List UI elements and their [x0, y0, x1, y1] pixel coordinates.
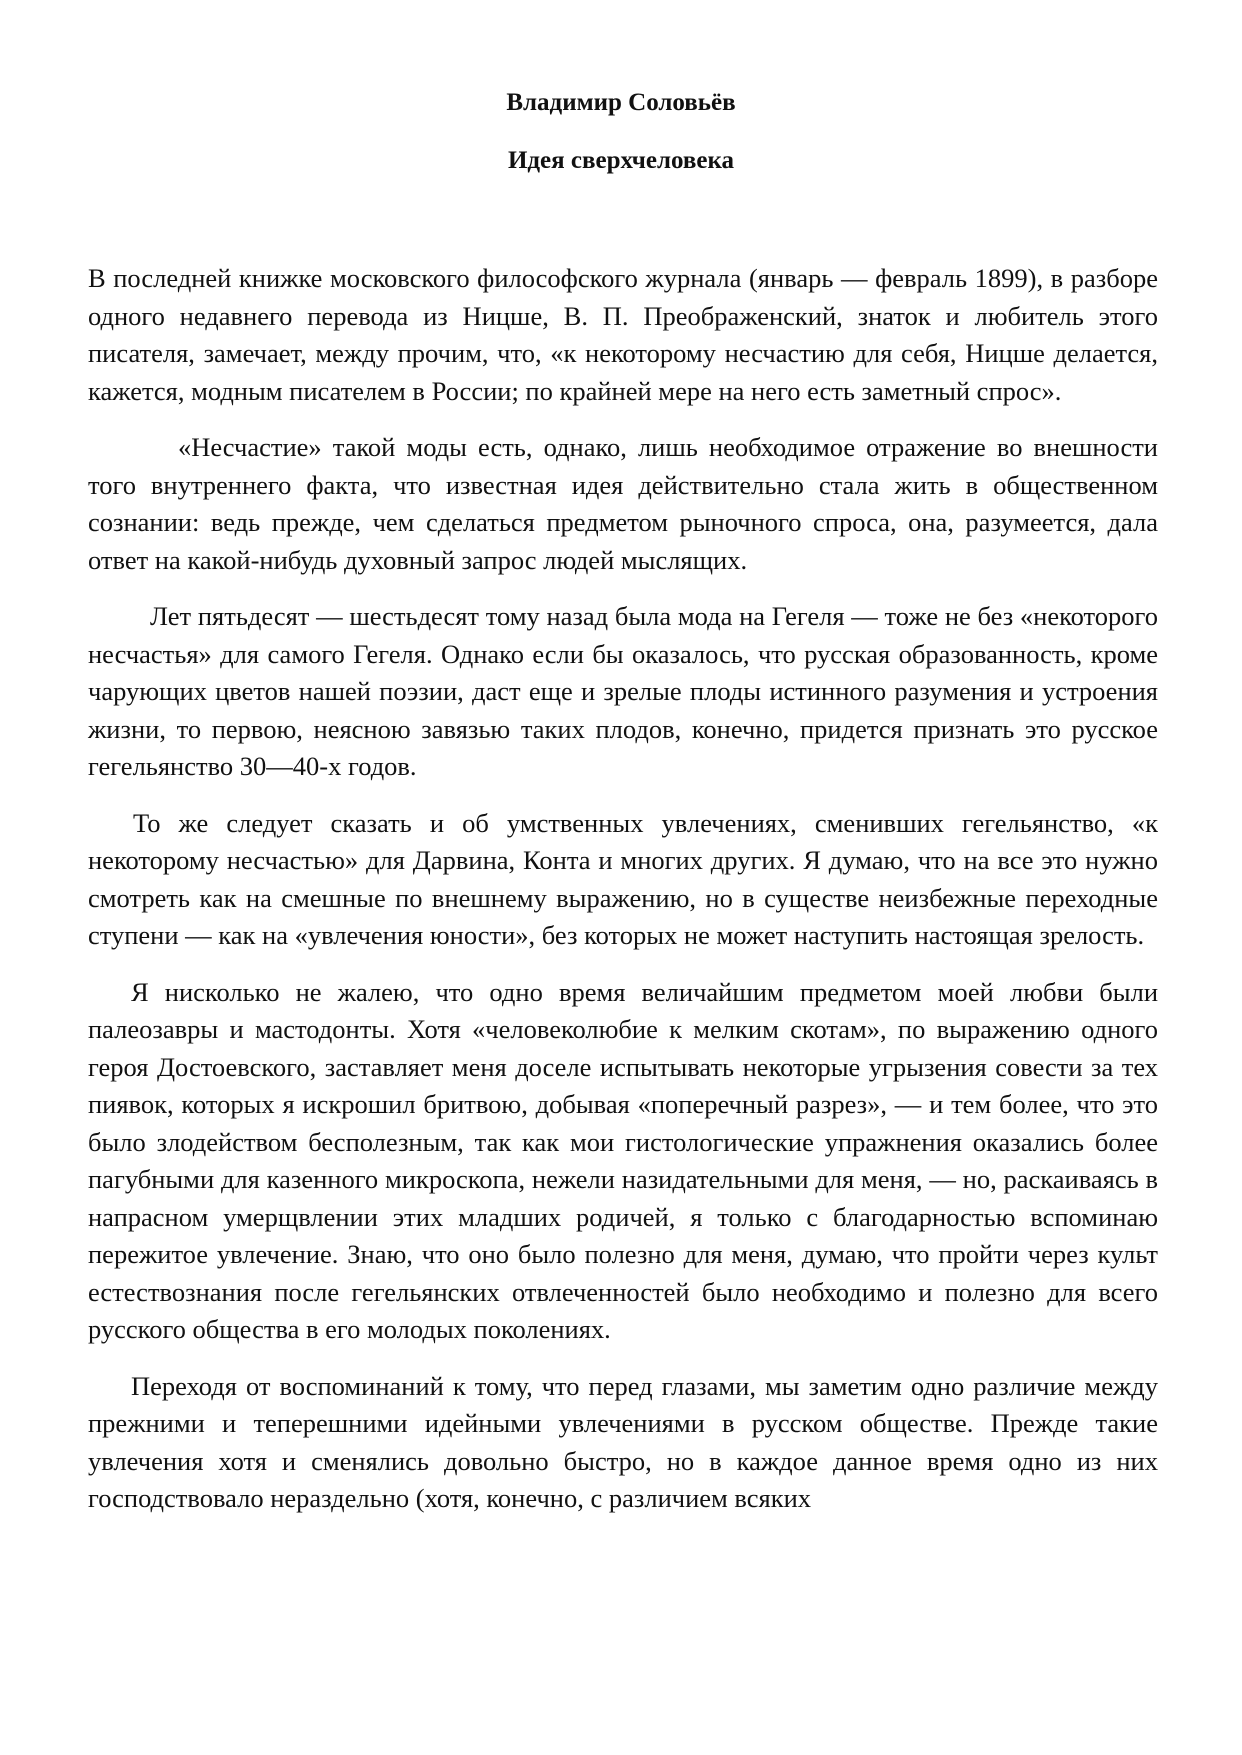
paragraph-1: В последней книжке московского философского журнала (январь — февраль 1899), в разборе одного недавнего перевода из Ницше, В. П. Преображенский, знаток и любитель этого писателя, замечает, между прочим, что, «к некоторому несчастию для себя, Ницше делается, кажется, модным писателем в России; по крайней мере на него есть заметный спрос». [88, 263, 1158, 406]
paragraph-5: Я нисколько не жалею, что одно время величайшим предметом моей любви были палеозавры и мастодонты. Хотя «человеколюбие к мелким скотам», по выражению одного героя Достоевского, заставляет меня доселе испытывать некоторые угрызения совести за тех пиявок, которых я искрошил бритвою, добывая «поперечный разрез», — и тем более, что это было злодейством бесполезным, так как мои гистологические упражнения оказались более пагубными для казенного микроскопа, нежели назидательными для меня, — но, раскаиваясь в напрасном умерщвлении этих младших родичей, я только с благодарностью вспоминаю пережитое увлечение. Знаю, что оно было полезно для меня, думаю, что пройти через культ естествознания после гегельянских отвлеченностей было необходимо и полезно для всего русского общества в его молодых поколениях. [88, 976, 1158, 1344]
paragraph-2: «Несчастие» такой моды есть, однако, лишь необходимое отражение во внешности того внутреннего факта, что известная идея действительно стала жить в общественном сознании: ведь прежде, чем сделаться предметом рыночного спроса, она, разумеется, дала ответ на какой-нибудь духовный запрос людей мыслящих. [88, 432, 1158, 575]
paragraph-3: Лет пятьдесят — шестьдесят тому назад была мода на Гегеля — тоже не без «некоторого несчастья» для самого Гегеля. Однако если бы оказалось, что русская образованность, кроме чарующих цветов нашей поэзии, даст еще и зрелые плоды истинного разумения и устроения жизни, то первою, неясною завязью таких плодов, конечно, придется признать это русское гегельянство 30—40-х годов. [88, 601, 1158, 781]
author-name: Владимир Соловьёв [506, 89, 736, 116]
paragraph-4: То же следует сказать и об умственных увлечениях, сменивших гегельянство, «к некоторому несчастью» для Дарвина, Конта и многих других. Я думаю, что на все это нужно смотреть как на смешные по внешнему выражению, но в существе неизбежные переходные ступени — как на «увлечения юности», без которых не может наступить настоящая зрелость. [88, 807, 1158, 950]
document-title: Идея сверхчеловека [507, 147, 735, 174]
document-body [88, 260, 1158, 1537]
paragraph-6: Переходя от воспоминаний к тому, что перед глазами, мы заметим одно различие между прежними и теперешними идейными увлечениями в русском обществе. Прежде такие увлечения хотя и сменялись довольно быстро, но в каждое данное время одно из них господствовало нераздельно (хотя, конечно, с различием всяких [88, 1370, 1158, 1513]
